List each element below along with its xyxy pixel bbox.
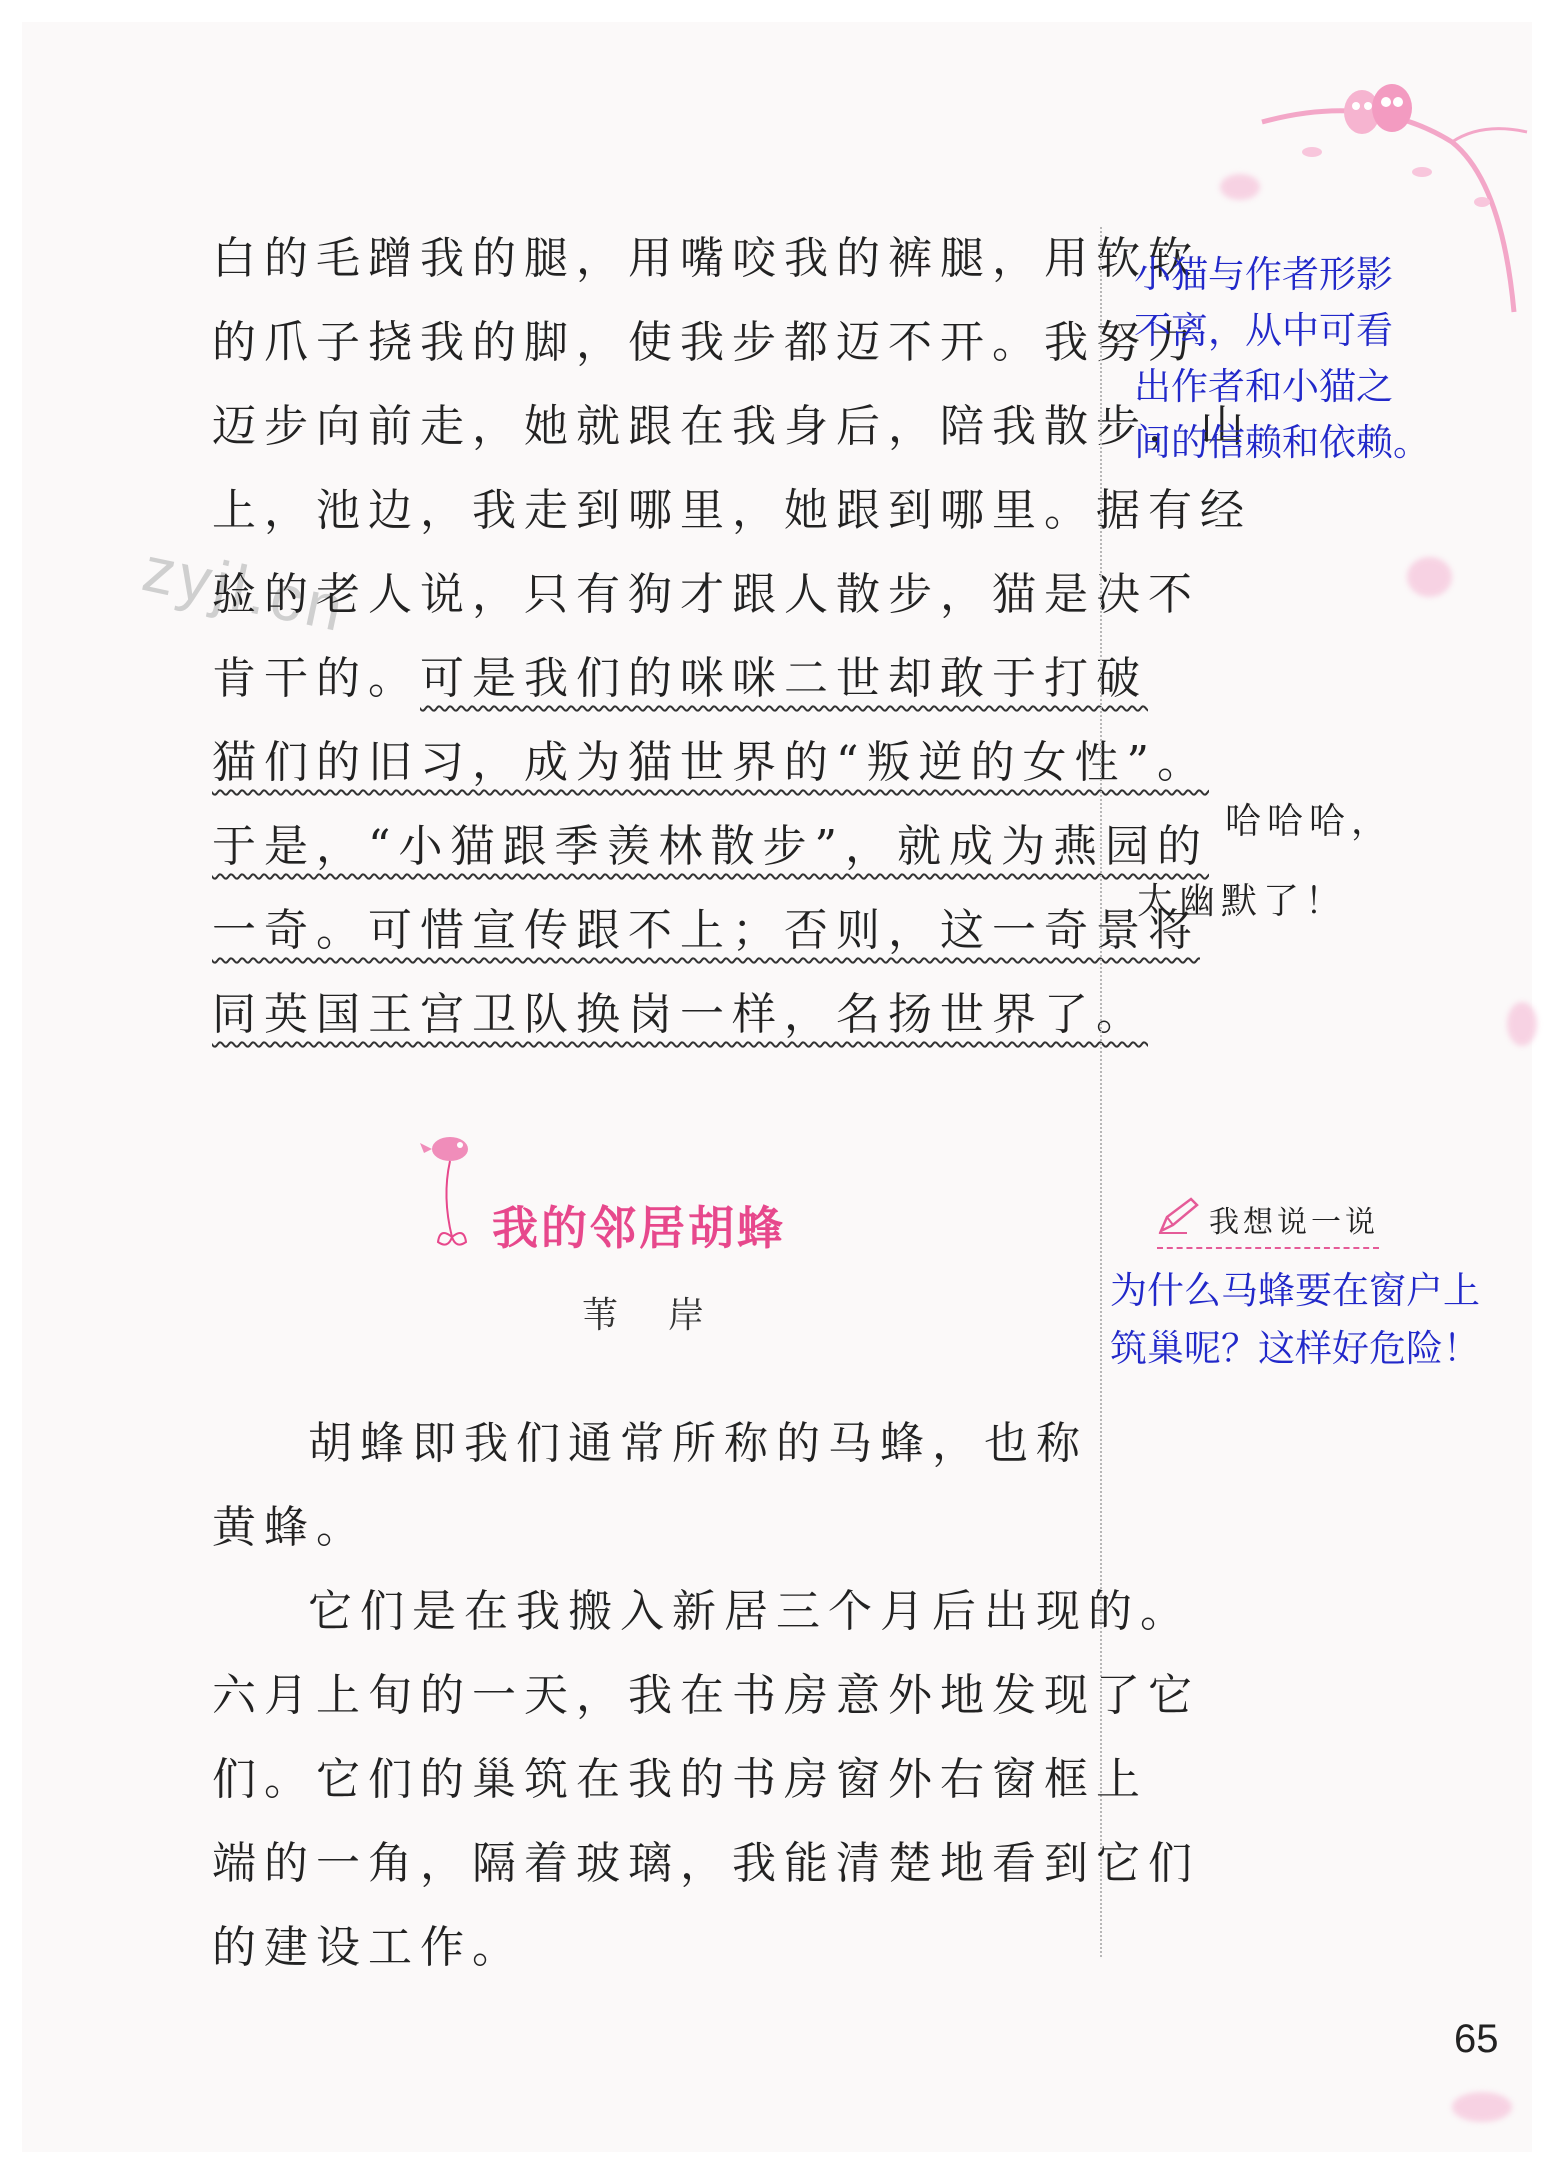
text-line: 胡蜂即我们通常所称的马蜂，也称 bbox=[308, 1418, 1088, 1469]
side-annotation-1: 小猫与作者形影 不离，从中可看 出作者和小猫之 间的信赖和依赖。 bbox=[1134, 253, 1430, 464]
text-line: 们。它们的巢筑在我的书房窗外右窗框上 bbox=[212, 1754, 1148, 1805]
talk-prompt-heading: 我想说一说 bbox=[1157, 1197, 1379, 1249]
text-line: 的爪子挠我的脚，使我步都迈不开。我努力 bbox=[212, 317, 1200, 368]
lower-passage bbox=[212, 1402, 1200, 1990]
text-line bbox=[212, 721, 1209, 805]
wavy-underlined-text: 于是，“小猫跟季羡林散步”，就成为燕园的 bbox=[212, 821, 1209, 872]
handwritten-comment: 哈哈哈， 太幽默了！ bbox=[1137, 801, 1394, 922]
wavy-underlined-text: 一奇。可惜宣传跟不上；否则，这一奇景将 bbox=[212, 905, 1200, 956]
pink-blob-decoration bbox=[1452, 2092, 1512, 2122]
text-line: 的建设工作。 bbox=[212, 1922, 524, 1973]
text-line: 六月上旬的一天，我在书房意外地发现了它 bbox=[212, 1670, 1200, 1721]
wavy-underlined-text: 同英国王宫卫队换岗一样，名扬世界了。 bbox=[212, 989, 1148, 1040]
text-line: 白的毛蹭我的腿，用嘴咬我的裤腿，用软软 bbox=[212, 233, 1200, 284]
upper-passage bbox=[212, 217, 1252, 1057]
wavy-underlined-text: 猫们的旧习，成为猫世界的“叛逆的女性”。 bbox=[212, 737, 1209, 788]
text-line bbox=[212, 889, 1200, 973]
text-line bbox=[212, 805, 1209, 889]
text-line: 端的一角，隔着玻璃，我能清楚地看到它们 bbox=[212, 1838, 1200, 1889]
text-line: 黄蜂。 bbox=[212, 1502, 368, 1553]
pink-blob-decoration bbox=[1220, 174, 1260, 200]
text-line: 上，池边，我走到哪里，她跟到哪里。据有经 bbox=[212, 485, 1252, 536]
essay-author: 苇岸 bbox=[582, 1295, 755, 1336]
pencil-icon bbox=[1157, 1195, 1201, 1235]
text-line bbox=[212, 973, 1148, 1057]
watermark: zyjl.cn bbox=[136, 532, 354, 646]
page-number: 65 bbox=[1454, 2017, 1499, 2061]
textbook-page bbox=[22, 22, 1532, 2152]
text-line: 迈步向前走，她就跟在我身后，陪我散步，山 bbox=[212, 401, 1252, 452]
pink-blob-decoration bbox=[1407, 557, 1452, 597]
text-line: 肯干的。可是我们的咪咪二世却敢于打破 bbox=[212, 653, 1148, 704]
text-line: 它们是在我搬入新居三个月后出现的。 bbox=[308, 1586, 1192, 1637]
wavy-underlined-text: 可是我们的咪咪二世却敢于打破 bbox=[420, 653, 1148, 704]
talk-prompt-answer: 为什么马蜂要在窗户上 筑巢呢？这样好危险！ bbox=[1110, 1269, 1480, 1370]
pink-blob-decoration bbox=[1507, 1002, 1537, 1046]
bird-icon bbox=[412, 1127, 482, 1257]
text-line: 验的老人说，只有狗才跟人散步，猫是决不 bbox=[212, 569, 1200, 620]
essay-title: 我的邻居胡蜂 bbox=[492, 1201, 786, 1255]
